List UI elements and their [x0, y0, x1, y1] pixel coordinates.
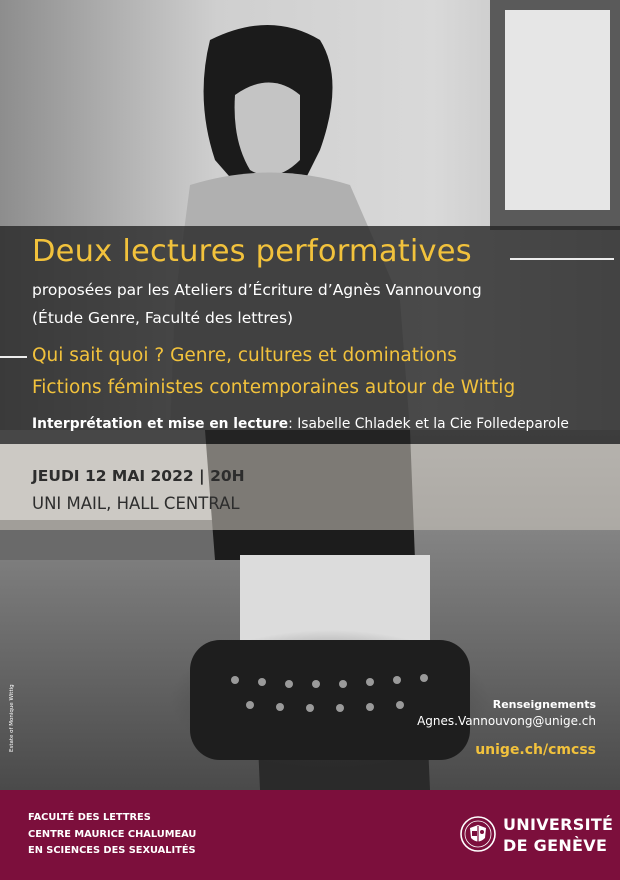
info-title: Renseignements: [492, 698, 596, 711]
title-rule: [510, 258, 614, 260]
interpretation-label: Interprétation et mise en lecture: [32, 416, 289, 432]
event-venue: UNI MAIL, HALL CENTRAL: [32, 494, 240, 513]
event-title: Deux lectures performatives: [32, 234, 472, 269]
footer-centre-line1: CENTRE MAURICE CHALUMEAU: [28, 829, 197, 840]
photo-credit: Estate of Monique Wittig: [9, 684, 15, 752]
info-email[interactable]: Agnes.Vannouvong@unige.ch: [417, 714, 596, 728]
lecture-1-title: Qui sait quoi ? Genre, cultures et dominations: [32, 345, 457, 366]
footer-centre-line2: EN SCIENCES DES SEXUALITÉS: [28, 845, 196, 856]
lecture-rule: [0, 356, 27, 358]
event-date: JEUDI 12 MAI 2022 | 20H: [32, 467, 245, 485]
event-subtitle-line2: (Étude Genre, Faculté des lettres): [32, 309, 294, 327]
footer: [0, 790, 620, 880]
interpretation-credit: [32, 416, 569, 432]
info-url[interactable]: unige.ch/cmcss: [475, 742, 596, 758]
university-seal-icon: [460, 816, 496, 852]
event-subtitle-line1: proposées par les Ateliers d’Écriture d’Agnès Vannouvong: [32, 281, 482, 299]
lecture-2-title: Fictions féministes contemporaines autour de Wittig: [32, 377, 516, 398]
university-name-line2: DE GENÈVE: [503, 836, 608, 855]
interpretation-text: : Isabelle Chladek et la Cie Folledeparole: [288, 416, 569, 432]
footer-faculty: FACULTÉ DES LETTRES: [28, 812, 151, 823]
date-band: [0, 444, 620, 530]
university-name-line1: UNIVERSITÉ: [503, 815, 614, 834]
